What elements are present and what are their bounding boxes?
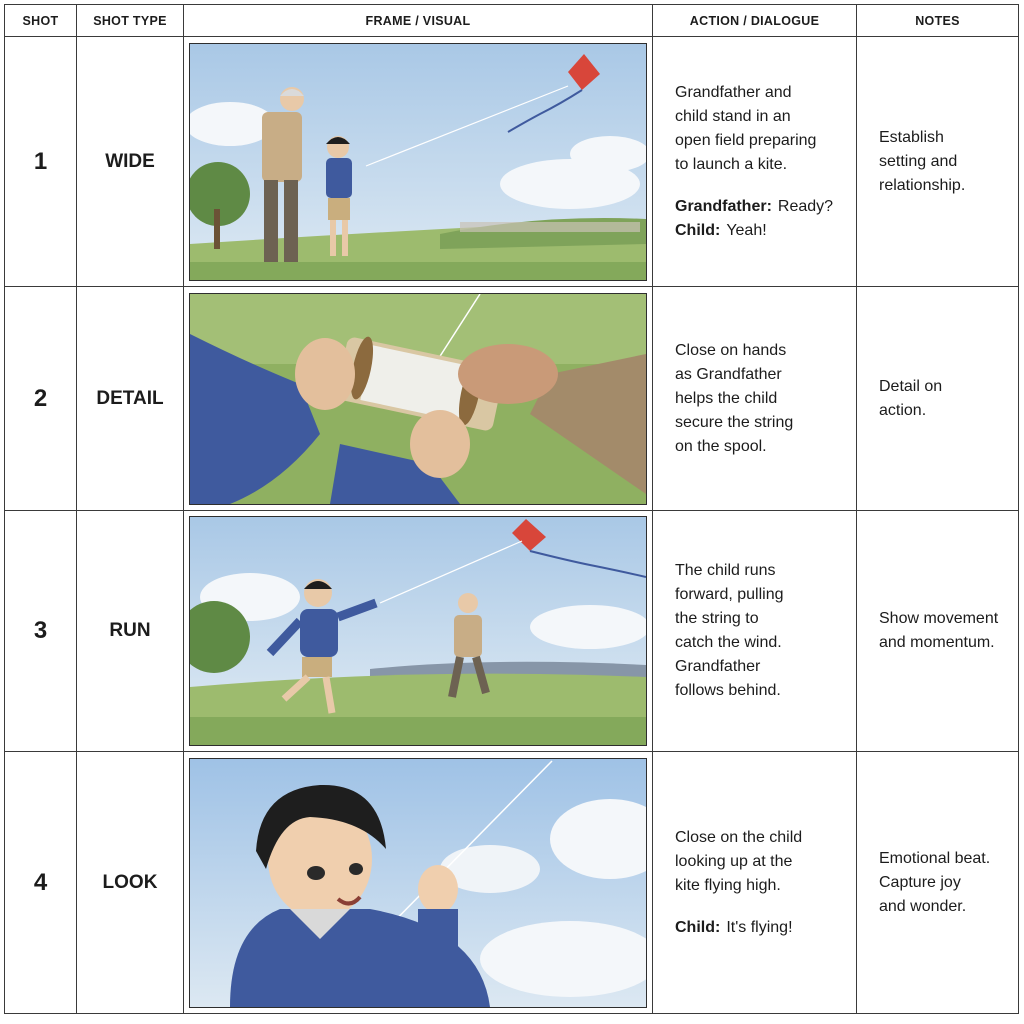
action-cell: [653, 37, 857, 287]
notes-line: Establish: [879, 128, 944, 146]
notes-line: relationship.: [879, 176, 966, 194]
notes-cell: [857, 37, 1019, 287]
notes-line: Detail on: [879, 377, 943, 395]
action-line: looking up at the: [675, 852, 793, 870]
notes-line: setting and: [879, 152, 958, 170]
shot-number: 2: [5, 287, 77, 511]
notes-cell: [857, 287, 1019, 511]
frame-cell: [184, 511, 653, 752]
speaker-name: Child:: [675, 221, 721, 239]
frame-illustration: [190, 759, 646, 1007]
action-line: on the spool.: [675, 437, 767, 455]
col-header-action: ACTION / DIALOGUE: [653, 5, 857, 37]
frame-illustration: [190, 294, 646, 504]
table-row: [5, 37, 1019, 287]
frame-run-field: [189, 516, 647, 746]
shot-type: DETAIL: [77, 287, 184, 511]
dialogue-line: [675, 219, 844, 243]
dialogue-text: It's flying!: [726, 918, 793, 936]
frame-illustration: [190, 44, 646, 280]
action-cell: [653, 511, 857, 752]
shot-number: 3: [5, 511, 77, 752]
dialogue-line: [675, 916, 844, 940]
notes-cell: [857, 511, 1019, 752]
action-line: the string to: [675, 610, 759, 627]
dialogue-line: [675, 195, 844, 219]
storyboard-table: [4, 4, 1019, 1014]
shot-type: WIDE: [77, 37, 184, 287]
notes-line: Capture joy: [879, 873, 961, 891]
frame-cell: [184, 752, 653, 1014]
notes-line: and wonder.: [879, 897, 967, 915]
notes-line: and momentum.: [879, 634, 995, 651]
frame-detail-spool: [189, 293, 647, 505]
action-cell: [653, 287, 857, 511]
action-line: kite flying high.: [675, 876, 781, 894]
action-line: Grandfather and: [675, 83, 792, 101]
table-row: [5, 511, 1019, 752]
action-line: helps the child: [675, 389, 778, 407]
shot-number: 1: [5, 37, 77, 287]
col-header-shot: SHOT: [5, 5, 77, 37]
frame-illustration: [190, 517, 646, 745]
action-line: Grandfather: [675, 658, 761, 675]
shot-number: 4: [5, 752, 77, 1014]
shot-type: RUN: [77, 511, 184, 752]
notes-line: action.: [879, 401, 927, 419]
action-line: to launch a kite.: [675, 155, 788, 173]
action-line: follows behind.: [675, 682, 781, 699]
col-header-notes: NOTES: [857, 5, 1019, 37]
notes-line: Emotional beat.: [879, 849, 991, 867]
speaker-name: Grandfather:: [675, 197, 772, 215]
notes-cell: [857, 752, 1019, 1014]
action-line: catch the wind.: [675, 634, 782, 651]
frame-wide-field: [189, 43, 647, 281]
frame-cell: [184, 287, 653, 511]
table-row: [5, 752, 1019, 1014]
action-line: child stand in an: [675, 107, 791, 125]
table-row: [5, 287, 1019, 511]
dialogue-block: [675, 916, 844, 940]
notes-line: Show movement: [879, 610, 999, 627]
col-header-frame: FRAME / VISUAL: [184, 5, 653, 37]
action-line: open field preparing: [675, 131, 817, 149]
dialogue-block: [675, 195, 844, 243]
action-line: as Grandfather: [675, 365, 782, 383]
speaker-name: Child:: [675, 918, 721, 936]
action-line: Close on hands: [675, 341, 787, 359]
action-line: forward, pulling: [675, 586, 784, 603]
action-line: secure the string: [675, 413, 794, 431]
dialogue-text: Ready?: [777, 197, 834, 215]
storyboard: [4, 4, 1018, 1016]
action-cell: [653, 752, 857, 1014]
frame-look-closeup: [189, 758, 647, 1008]
col-header-shot-type: SHOT TYPE: [77, 5, 184, 37]
header-row: [5, 5, 1019, 37]
action-line: The child runs: [675, 562, 776, 579]
shot-type: LOOK: [77, 752, 184, 1014]
frame-cell: [184, 37, 653, 287]
dialogue-text: Yeah!: [726, 221, 767, 239]
action-line: Close on the child: [675, 828, 803, 846]
